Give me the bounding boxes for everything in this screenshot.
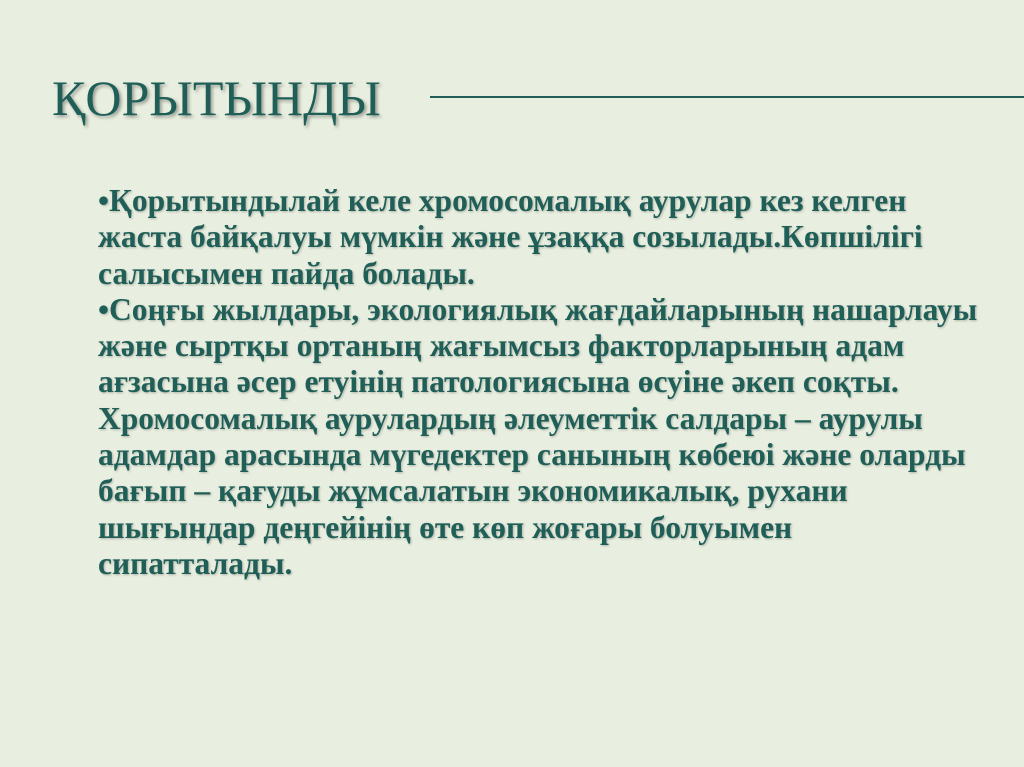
body-line: сипатталады.	[98, 545, 293, 581]
body-line: адамдар арасында мүгедектер санының көбеюі және оларды	[98, 437, 966, 473]
body-line: •Қорытындылай келе хромосомалық аурулар кез келген	[98, 183, 907, 218]
body-line: және сыртқы ортаның жағымсыз факторларының адам	[98, 328, 905, 364]
body-line: •Соңғы жылдары, экологиялық жағдайларының нашарлауы	[98, 291, 978, 327]
title-divider-line	[430, 96, 1024, 98]
body-line: бағып – қағуды жұмсалатын экономикалық, рухани	[98, 473, 848, 509]
paragraph-2	[98, 292, 1024, 582]
slide-title: ҚОРЫТЫНДЫ	[52, 70, 381, 126]
body-line: салысымен пайда болады.	[98, 255, 475, 291]
body-line: Хромосомалық аурулардың әлеуметтік салдары – аурулы	[98, 400, 923, 436]
body-line: ағзасына әсер етуінің патологиясына өсуіне әкеп соқты.	[98, 364, 899, 400]
slide-body	[98, 183, 1024, 613]
body-line: шығындар деңгейінің өте көп жоғары болуымен	[98, 509, 793, 545]
paragraph-1	[98, 183, 1024, 292]
body-line: жаста байқалуы мүмкін және ұзаққа созылады.Көпшілігі	[98, 219, 923, 255]
